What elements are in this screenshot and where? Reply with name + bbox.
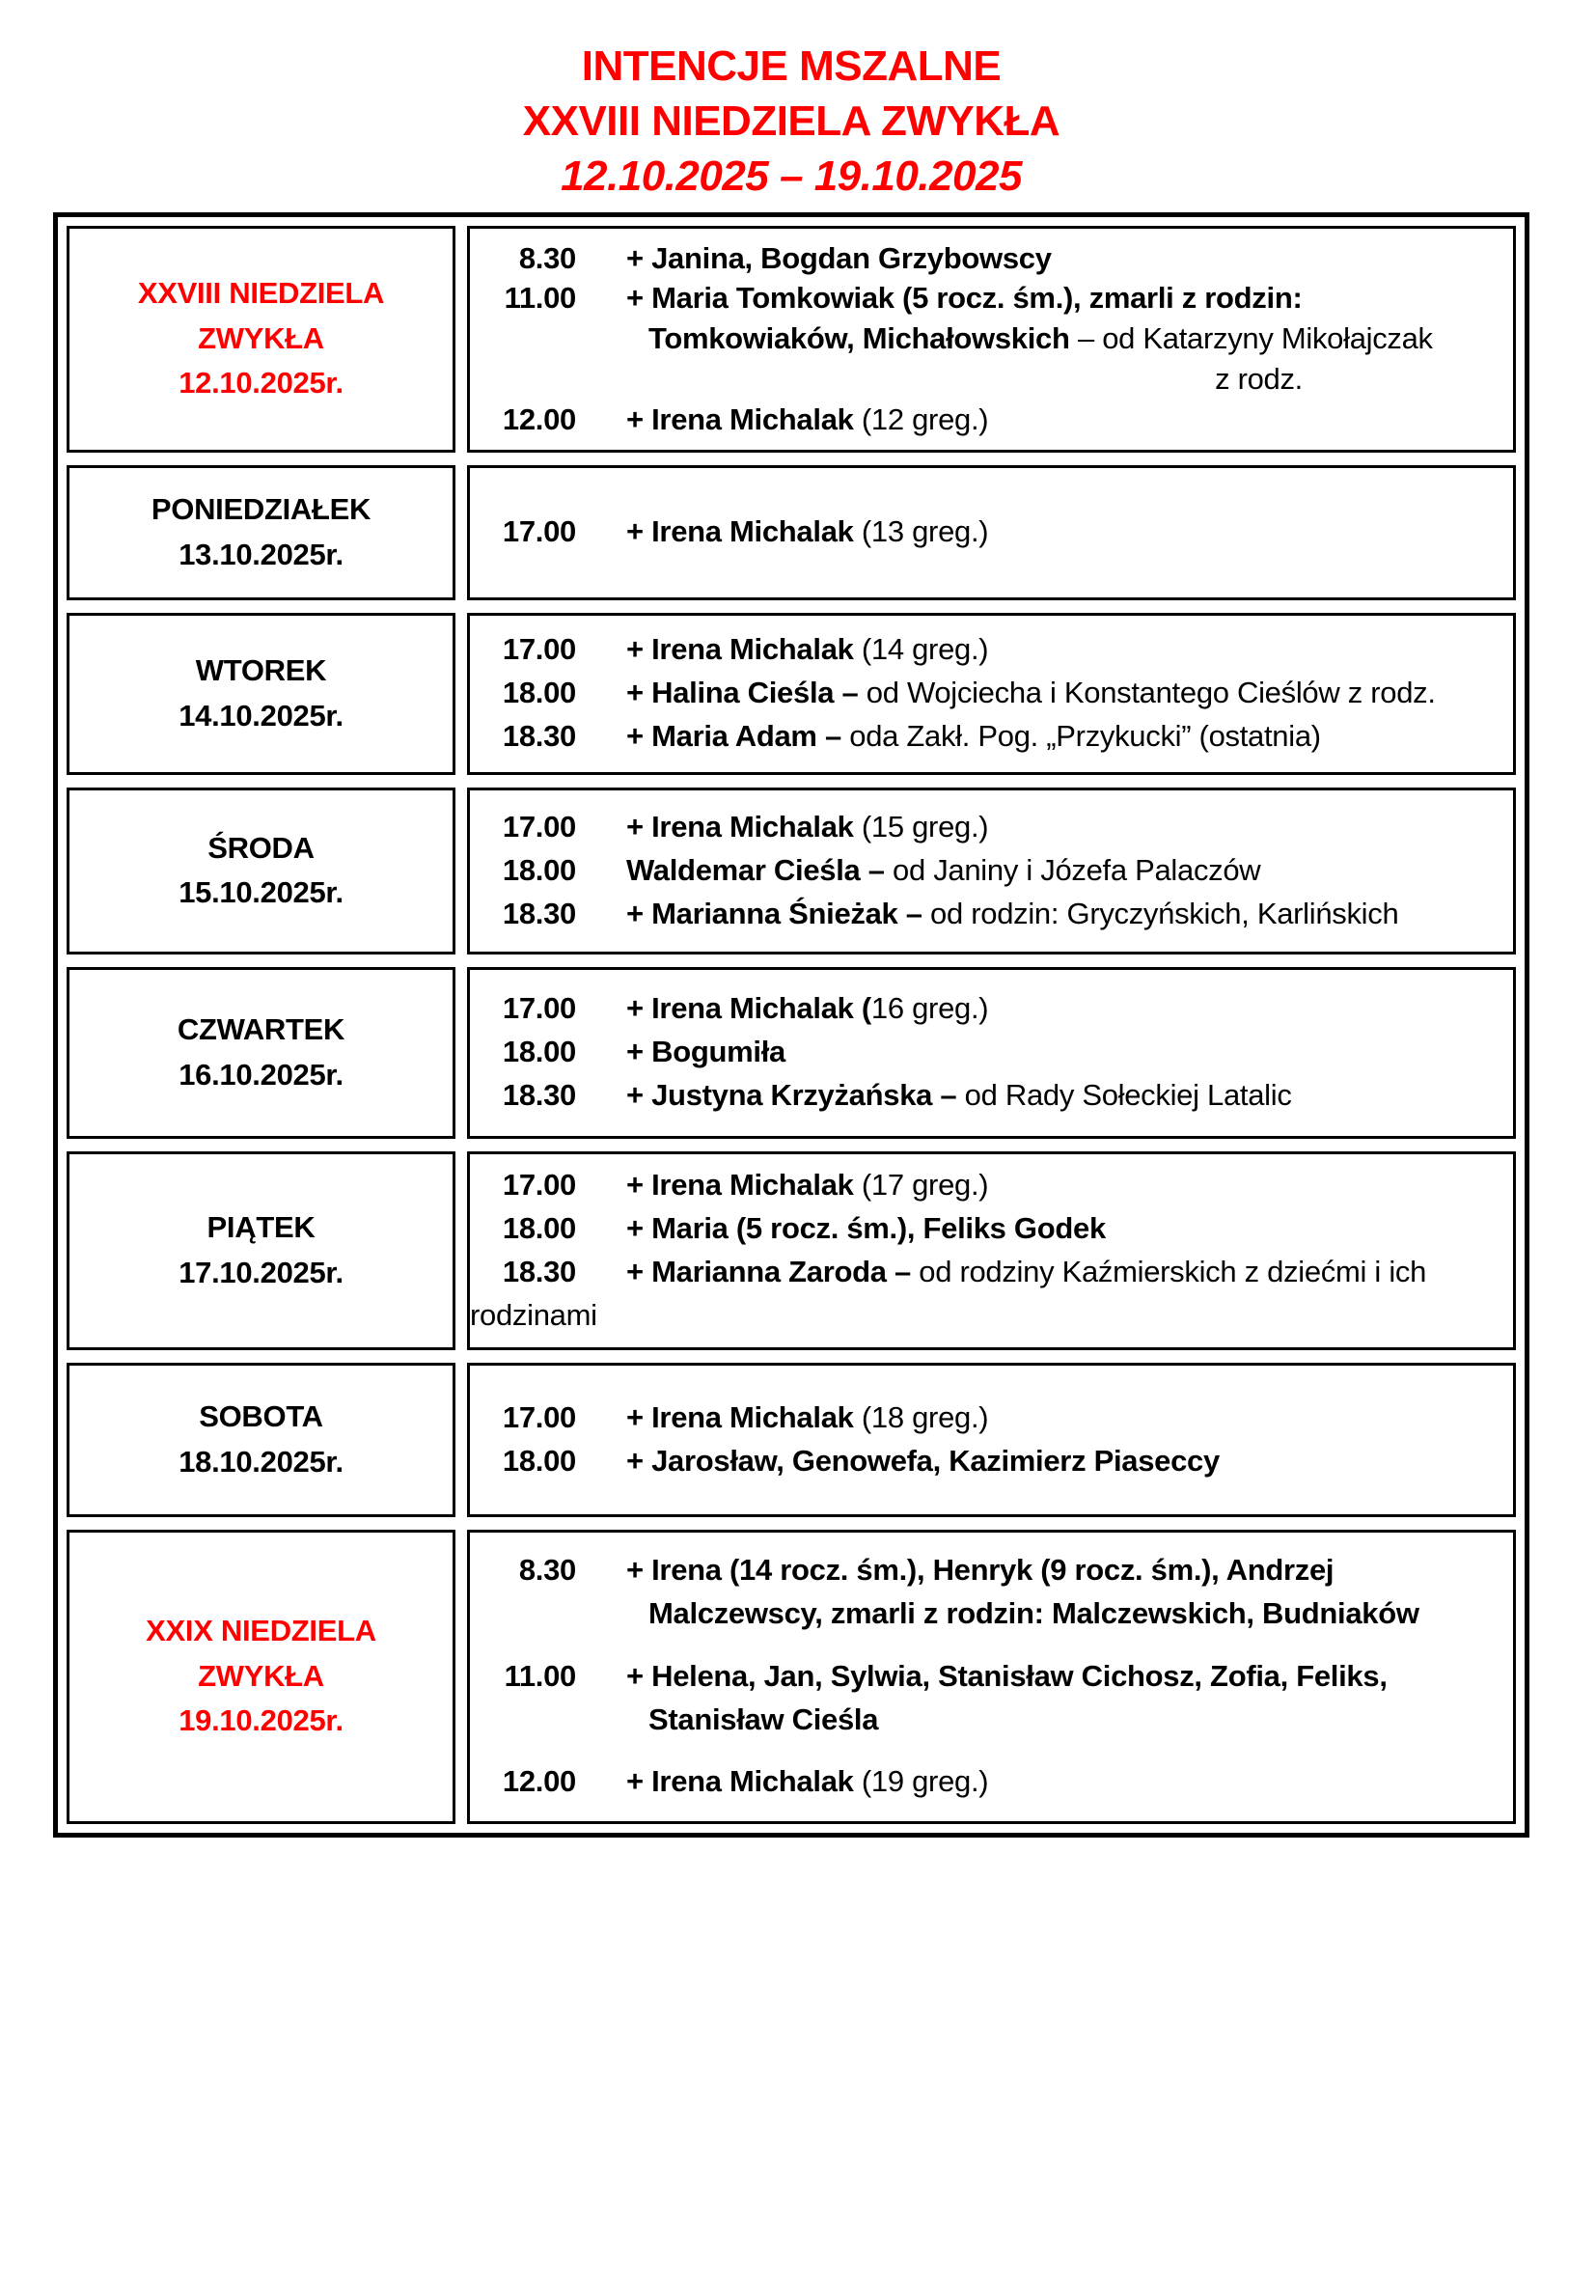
intention-text-segment: 16 greg.) (870, 991, 989, 1026)
mass-time: 12.00 (502, 1764, 576, 1799)
intentions-cell (467, 613, 1516, 775)
intention-text-segment: + Irena Michalak (626, 809, 854, 844)
intention-text (576, 987, 1501, 1031)
day-label: CZWARTEK (177, 1012, 345, 1047)
intention-text (576, 511, 1501, 554)
schedule-row (67, 226, 1516, 453)
mass-entry (470, 1655, 1501, 1742)
intention-text (576, 1699, 1501, 1742)
day-label: 12.10.2025r. (179, 366, 344, 401)
intention-line (470, 1251, 1501, 1294)
day-label: PONIEDZIAŁEK (151, 492, 371, 527)
mass-entry (470, 1074, 1501, 1118)
document-page (0, 39, 1596, 2296)
mass-time: 17.00 (502, 632, 576, 667)
intention-line (470, 1294, 1501, 1338)
mass-time: 18.00 (502, 1443, 576, 1478)
intention-text (576, 1440, 1501, 1483)
intention-text-segment: + Marianna Śnieżak – (626, 896, 922, 930)
intentions-cell (467, 1151, 1516, 1350)
intention-line (470, 359, 1501, 400)
day-label: 18.10.2025r. (179, 1444, 344, 1479)
mass-entry (470, 1760, 1501, 1804)
schedule-row (67, 1363, 1516, 1517)
mass-entry (470, 511, 1501, 554)
mass-time: 18.30 (502, 1078, 576, 1113)
intention-text (576, 1164, 1501, 1207)
schedule-row (67, 1151, 1516, 1350)
mass-entry (470, 893, 1501, 936)
intention-line (470, 893, 1501, 936)
day-cell (67, 613, 455, 775)
day-cell (67, 967, 455, 1139)
day-label: ZWYKŁA (198, 1658, 324, 1693)
intention-text (576, 1031, 1501, 1074)
intention-text-segment: Malczewscy, zmarli z rodzin: Malczewskich, Budniaków (648, 1595, 1419, 1630)
document-subtitle: XXVIII NIEDZIELA ZWYKŁA (522, 97, 1060, 146)
intention-text (576, 1592, 1501, 1636)
document-title-block (53, 39, 1529, 205)
document-title: INTENCJE MSZALNE (581, 42, 1002, 90)
mass-entry (470, 849, 1501, 893)
intention-line (470, 672, 1501, 715)
intentions-cell (467, 465, 1516, 600)
intention-text-segment: + Irena Michalak (626, 1167, 854, 1202)
intention-line (470, 1655, 1501, 1699)
intention-text-segment: Waldemar Cieśla – (626, 852, 885, 887)
day-label: 13.10.2025r. (179, 537, 344, 571)
mass-entry (470, 1397, 1501, 1440)
mass-entry (470, 400, 1501, 440)
schedule-row (67, 788, 1516, 954)
intentions-cell (467, 788, 1516, 954)
mass-time: 18.30 (502, 719, 576, 754)
day-cell (67, 226, 455, 453)
mass-time-spacer (470, 1592, 576, 1636)
intention-line (470, 1760, 1501, 1804)
intention-text (576, 1207, 1501, 1251)
intention-text (576, 715, 1501, 759)
mass-time: 8.30 (518, 1552, 576, 1587)
mass-time: 18.00 (502, 676, 576, 710)
intention-text (576, 318, 1501, 359)
mass-entry (470, 628, 1501, 672)
intention-text-segment: (18 greg.) (853, 1399, 989, 1434)
day-cell (67, 788, 455, 954)
day-label: 19.10.2025r. (179, 1703, 344, 1738)
intention-line (470, 511, 1501, 554)
intention-text-segment: (19 greg.) (853, 1764, 989, 1799)
day-cell (67, 1530, 455, 1824)
intention-line (470, 806, 1501, 849)
intention-line (470, 238, 1501, 279)
mass-entry (470, 1031, 1501, 1074)
intention-text-segment: (14 greg.) (853, 632, 989, 667)
intention-text (576, 672, 1501, 715)
intention-text-segment: Stanisław Cieśla (648, 1701, 879, 1736)
mass-entry (470, 1251, 1501, 1338)
intention-line (470, 987, 1501, 1031)
intention-text (576, 1760, 1501, 1804)
mass-entry (470, 672, 1501, 715)
intention-text-segment: + Irena Michalak (626, 632, 854, 667)
mass-entry (470, 1549, 1501, 1636)
day-label: ŚRODA (207, 830, 315, 865)
intentions-cell (467, 226, 1516, 453)
intention-text (576, 849, 1501, 893)
day-cell (67, 1363, 455, 1517)
mass-time: 12.00 (502, 401, 576, 436)
intention-text (576, 893, 1501, 936)
intention-text-segment: + Maria (5 rocz. śm.), Feliks Godek (626, 1210, 1106, 1245)
mass-time: 18.00 (502, 852, 576, 887)
mass-time: 17.00 (502, 1399, 576, 1434)
intentions-cell (467, 967, 1516, 1139)
day-label: PIĄTEK (206, 1210, 316, 1245)
intention-text-segment: + Irena Michalak (626, 401, 854, 436)
mass-time: 18.30 (502, 1254, 576, 1288)
mass-time: 18.00 (502, 1210, 576, 1245)
intention-line (470, 1074, 1501, 1118)
intention-line (470, 318, 1501, 359)
intention-text (576, 238, 1501, 279)
day-label: XXIX NIEDZIELA (146, 1614, 376, 1648)
day-label: 14.10.2025r. (179, 698, 344, 733)
intention-text-segment: + Justyna Krzyżańska – (626, 1078, 957, 1113)
intention-text-segment: + Halina Cieśla – (626, 676, 859, 710)
intention-line (470, 1031, 1501, 1074)
mass-entry (470, 238, 1501, 279)
intention-text (576, 278, 1501, 318)
day-label: 15.10.2025r. (179, 875, 344, 910)
intention-text-segment: + Maria Adam – (626, 719, 841, 754)
intention-line (470, 849, 1501, 893)
mass-time: 17.00 (502, 991, 576, 1026)
intention-text-segment: + Irena Michalak ( (626, 991, 871, 1026)
intentions-cell (467, 1530, 1516, 1824)
intention-line (470, 1397, 1501, 1440)
intention-text-segment: + Helena, Jan, Sylwia, Stanisław Cichosz, Zofia, Feliks, (626, 1658, 1388, 1693)
day-cell (67, 465, 455, 600)
mass-time: 11.00 (504, 281, 576, 316)
intention-text (470, 1298, 597, 1332)
mass-time: 18.00 (502, 1035, 576, 1069)
intention-text-segment: oda Zakł. Pog. „Przykucki” (ostatnia) (840, 719, 1321, 754)
document-date-range: 12.10.2025 – 19.10.2025 (561, 152, 1022, 201)
intention-line (470, 715, 1501, 759)
intention-text-segment: + Irena (14 rocz. śm.), Henryk (9 rocz. śm.), Andrzej (626, 1552, 1335, 1587)
mass-entry (470, 1164, 1501, 1207)
day-label: ZWYKŁA (198, 320, 324, 355)
intention-line (470, 278, 1501, 318)
intention-text-segment: + Irena Michalak (626, 514, 854, 549)
mass-time-spacer (470, 318, 576, 359)
intention-text (576, 1397, 1501, 1440)
intention-line (470, 1207, 1501, 1251)
intention-line (470, 628, 1501, 672)
mass-time: 17.00 (502, 1167, 576, 1202)
intention-text (576, 1549, 1501, 1592)
intention-text-segment: – od Katarzyny Mikołajczak (1069, 321, 1433, 356)
intention-text-segment: + Bogumiła (626, 1035, 785, 1069)
intentions-cell (467, 1363, 1516, 1517)
schedule-row (67, 613, 1516, 775)
intention-line (470, 1440, 1501, 1483)
day-cell (67, 1151, 455, 1350)
intention-text-segment: od rodzin: Gryczyńskich, Karlińskich (922, 896, 1399, 930)
mass-entry (470, 1207, 1501, 1251)
intention-line (470, 1699, 1501, 1742)
mass-entry (470, 806, 1501, 849)
schedule-row (67, 967, 1516, 1139)
intention-text (576, 1655, 1501, 1699)
intention-text (576, 806, 1501, 849)
mass-intentions-table (53, 212, 1529, 1838)
intention-line (470, 1592, 1501, 1636)
intention-line (470, 1164, 1501, 1207)
mass-time: 11.00 (504, 1658, 576, 1693)
day-label: XXVIII NIEDZIELA (137, 276, 385, 311)
intention-text (576, 628, 1501, 672)
mass-entry (470, 1440, 1501, 1483)
intention-text-segment: od Wojciecha i Konstantego Cieślów z rodz. (858, 676, 1436, 710)
mass-time-spacer (470, 1699, 576, 1742)
intention-text-segment: + Jarosław, Genowefa, Kazimierz Piaseccy (626, 1443, 1220, 1478)
mass-time: 18.30 (502, 896, 576, 930)
intention-text-segment: z rodz. (1215, 362, 1303, 397)
intention-text-segment: rodzinami (470, 1297, 597, 1332)
intention-text (576, 1074, 1501, 1118)
intention-text (576, 1251, 1501, 1294)
day-label: SOBOTA (199, 1399, 323, 1434)
intention-text-segment: Tomkowiaków, Michałowskich (648, 321, 1070, 356)
intention-text-segment: + Marianna Zaroda – (626, 1254, 911, 1288)
intention-text-segment: + Maria Tomkowiak (5 rocz. śm.), zmarli z rodzin: (626, 281, 1303, 316)
day-label: 17.10.2025r. (179, 1255, 344, 1289)
intention-text-segment: + Irena Michalak (626, 1399, 854, 1434)
mass-time: 17.00 (502, 514, 576, 549)
mass-time: 8.30 (518, 240, 576, 275)
intention-text-segment: (15 greg.) (853, 809, 989, 844)
intention-text-segment: + Irena Michalak (626, 1764, 854, 1799)
mass-time: 17.00 (502, 809, 576, 844)
intention-text-segment: od Rady Sołeckiej Latalic (956, 1078, 1292, 1113)
day-label: 16.10.2025r. (179, 1057, 344, 1092)
intention-text-segment: (13 greg.) (853, 514, 989, 549)
schedule-row (67, 465, 1516, 600)
mass-entry (470, 987, 1501, 1031)
intention-text-segment: (17 greg.) (853, 1167, 989, 1202)
mass-time-spacer (470, 359, 576, 400)
intention-line (470, 400, 1501, 440)
intention-text-segment: od Janiny i Józefa Palaczów (884, 852, 1261, 887)
mass-entry (470, 278, 1501, 400)
intention-text (576, 400, 1501, 440)
intention-text (576, 359, 1501, 400)
intention-text-segment: od rodziny Kaźmierskich z dziećmi i ich (910, 1254, 1427, 1288)
intention-text-segment: + Janina, Bogdan Grzybowscy (626, 240, 1052, 275)
day-label: WTOREK (195, 653, 327, 688)
intention-text-segment: (12 greg.) (853, 401, 989, 436)
schedule-row (67, 1530, 1516, 1824)
intention-line (470, 1549, 1501, 1592)
mass-entry (470, 715, 1501, 759)
